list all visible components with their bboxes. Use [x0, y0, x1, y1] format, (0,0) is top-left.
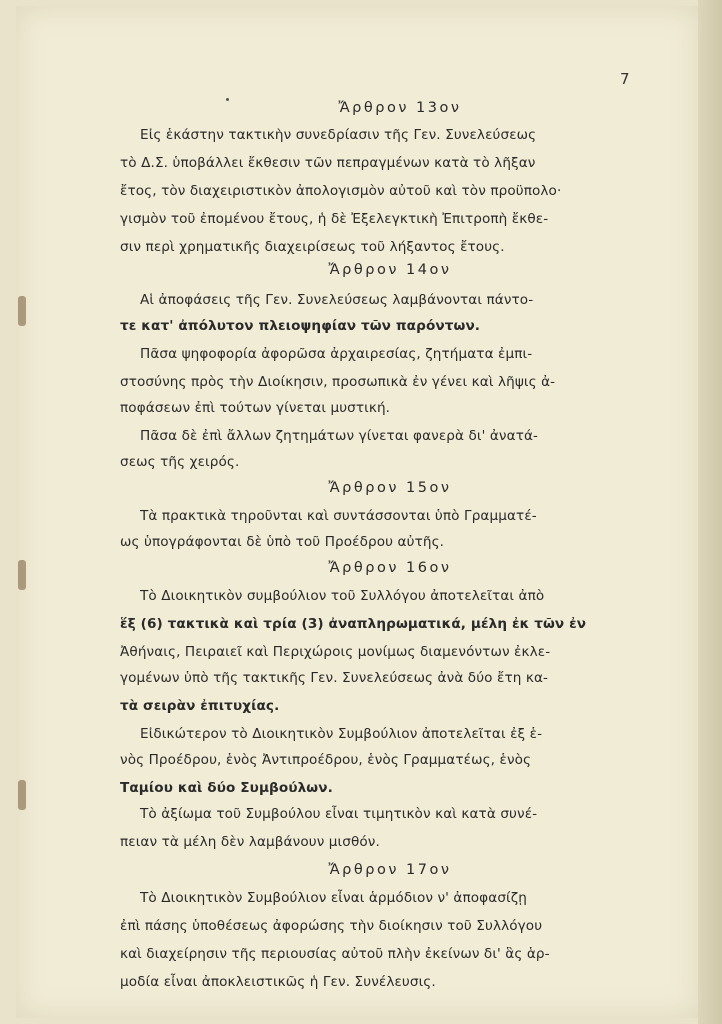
text-line: ἔτος, τὸν διαχειριστικὸν ἀπολογισμὸν αὐτοῦ καὶ τὸν προϋπολο· [120, 183, 562, 199]
binding-mark [18, 296, 26, 326]
binding-mark [18, 780, 26, 810]
ink-dot [226, 98, 229, 101]
text-line: μοδία εἶναι ἀποκλειστικῶς ἡ Γεν. Συνέλευσις. [120, 974, 436, 990]
text-line: Αἱ ἀποφάσεις τῆς Γεν. Συνελεύσεως λαμβάνονται πάντο- [140, 292, 534, 308]
article-heading: Ἄρθρον 15ον [328, 480, 452, 496]
text-line: τὸ Δ.Σ. ὑποβάλλει ἔκθεσιν τῶν πεπραγμένων κατὰ τὸ λῆξαν [120, 155, 536, 171]
text-line: Ἀθήναις, Πειραιεῖ καὶ Περιχώροις μονίμως διαμενόντων ἐκλε- [120, 644, 551, 660]
text-line: τε κατ' ἀπόλυτον πλειοψηφίαν τῶν παρόντων. [120, 318, 481, 334]
text-line: Πᾶσα δὲ ἐπὶ ἄλλων ζητημάτων γίνεται φανερὰ δι' ἀνατά- [140, 428, 539, 444]
text-line: νὸς Προέδρου, ἑνὸς Ἀντιπροέδρου, ἑνὸς Γραμματέως, ἑνὸς [120, 752, 532, 768]
text-line: γισμὸν τοῦ ἐπομένου ἔτους, ἡ δὲ Ἐξελεγκτικὴ Ἐπιτροπὴ ἔκθε- [120, 211, 549, 227]
article-heading: Ἄρθρον 14ον [328, 262, 452, 278]
text-line: σιν περὶ χρηματικῆς διαχειρίσεως τοῦ λήξαντος ἔτους. [120, 239, 505, 255]
binding-mark [18, 560, 26, 590]
text-line: Εἰς ἑκάστην τακτικὴν συνεδρίασιν τῆς Γεν. Συνελεύσεως [140, 127, 537, 143]
article-heading: Ἄρθρον 13ον [338, 100, 462, 116]
text-line: ἕξ (6) τακτικὰ καὶ τρία (3) ἀναπληρωματικά, μέλη ἐκ τῶν ἐν [120, 616, 587, 632]
text-line: τὰ σειρὰν ἐπιτυχίας. [120, 698, 280, 714]
text-line: ἐπὶ πάσης ὑποθέσεως ἀφορώσης τὴν διοίκησιν τοῦ Συλλόγου [120, 918, 543, 934]
article-heading: Ἄρθρον 16ον [328, 560, 452, 576]
page-edge [698, 0, 722, 1024]
text-line: ποφάσεων ἐπὶ τούτων γίνεται μυστική. [120, 400, 391, 416]
text-line: Τὸ Διοικητικὸν Συμβούλιον εἶναι ἁρμόδιον ν' ἀποφασίζῃ [140, 890, 527, 906]
text-line: σεως τῆς χειρός. [120, 454, 240, 470]
text-line: στοσύνης πρὸς τὴν Διοίκησιν, προσωπικὰ ἐν γένει καὶ λῆψις ἀ- [120, 374, 556, 390]
text-line: Εἰδικώτερον τὸ Διοικητικὸν Συμβούλιον ἀποτελεῖται ἐξ ἑ- [140, 726, 543, 742]
page-number: 7 [620, 70, 630, 88]
article-heading: Ἄρθρον 17ον [328, 862, 452, 878]
text-line: Πᾶσα ψηφοφορία ἀφορῶσα ἀρχαιρεσίας, ζητήματα ἐμπι- [140, 346, 533, 362]
text-line: Τὸ ἀξίωμα τοῦ Συμβούλου εἶναι τιμητικὸν καὶ κατὰ συνέ- [140, 806, 538, 822]
text-line: πειαν τὰ μέλη δὲν λαμβάνουν μισθόν. [120, 834, 380, 850]
text-line: Ταμίου καὶ δύο Συμβούλων. [120, 780, 333, 796]
text-line: ως ὑπογράφονται δὲ ὑπὸ τοῦ Προέδρου αὐτῆς. [120, 534, 445, 550]
text-line: γομένων ὑπὸ τῆς τακτικῆς Γεν. Συνελεύσεως ἀνὰ δύο ἔτη κα- [120, 670, 549, 686]
text-line: Τὸ Διοικητικὸν συμβούλιον τοῦ Συλλόγου ἀποτελεῖται ἀπὸ [140, 588, 545, 604]
text-line: καὶ διαχείρησιν τῆς περιουσίας αὐτοῦ πλὴν ἐκείνων δι' ἃς ἁρ- [120, 946, 550, 962]
text-line: Τὰ πρακτικὰ τηροῦνται καὶ συντάσσονται ὑπὸ Γραμματέ- [140, 508, 537, 524]
